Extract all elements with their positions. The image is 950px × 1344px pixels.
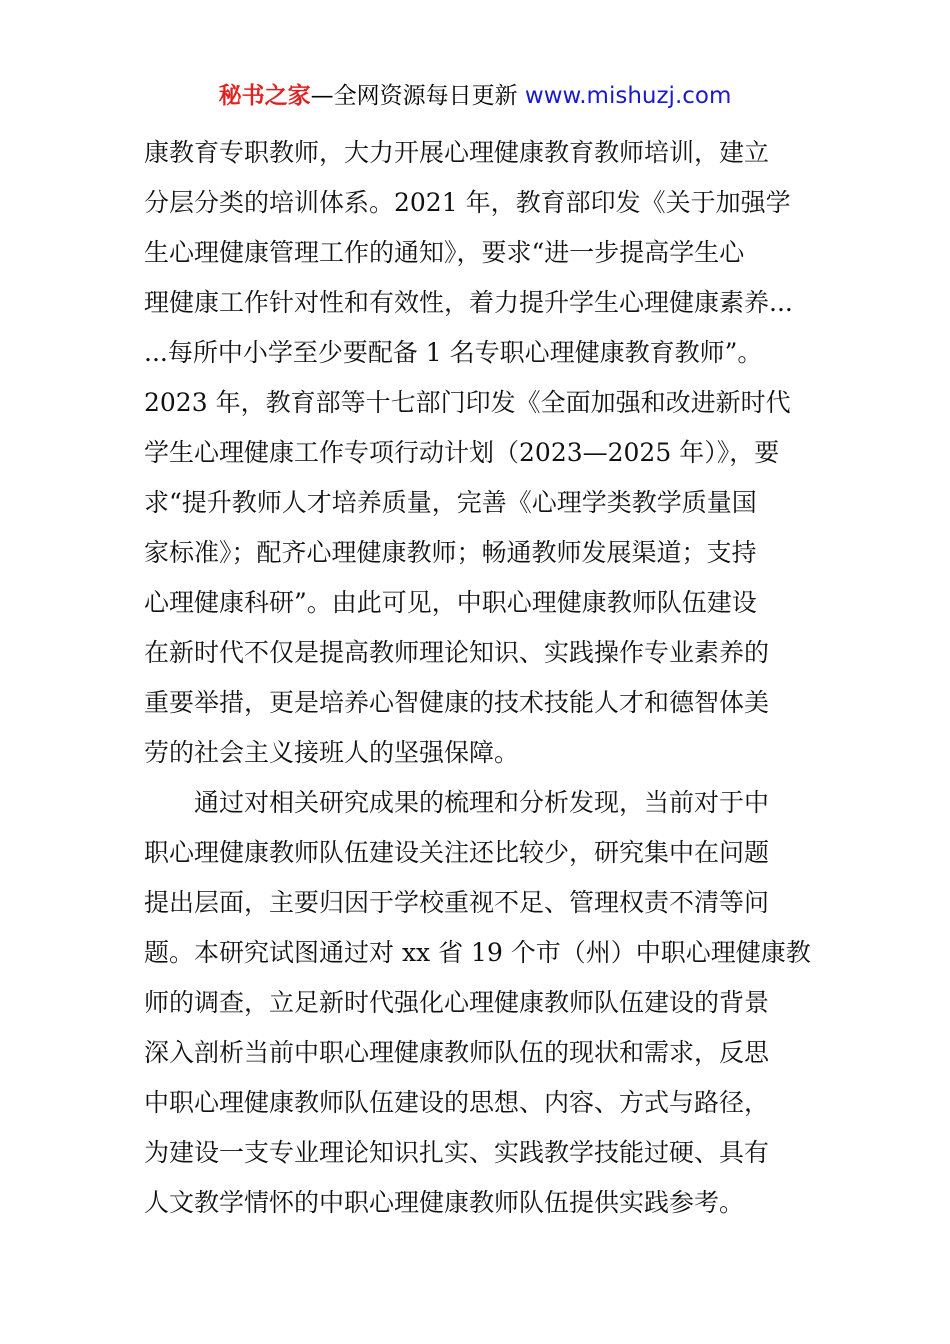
brand-name: 秘书之家 <box>218 83 311 109</box>
text-line: 职心理健康教师队伍建设关注还比较少，研究集中在问题 <box>144 838 770 867</box>
header-tagline: —全网资源每日更新 <box>310 83 518 109</box>
text-line: 人文教学情怀的中职心理健康教师队伍提供实践参考。 <box>144 1188 745 1217</box>
text-line: 在新时代不仅是提高教师理论知识、实践操作专业素养的 <box>144 638 770 667</box>
text-line: 分层分类的培训体系。2021 年，教育部印发《关于加强学 <box>144 188 791 217</box>
text-line: 心理健康科研”。由此可见，中职心理健康教师队伍建设 <box>144 588 757 617</box>
site-url-link[interactable]: www.mishuzj.com <box>524 83 732 109</box>
text-line: 深入剖析当前中职心理健康教师队伍的现状和需求，反思 <box>144 1038 770 1067</box>
body-text <box>144 128 809 1228</box>
text-line: 题。本研究试图通过对 xx 省 19 个市（州）中职心理健康教 <box>144 938 811 967</box>
page-header <box>0 80 950 112</box>
text-line: 劳的社会主义接班人的坚强保障。 <box>144 738 520 767</box>
text-line: 中职心理健康教师队伍建设的思想、内容、方式与路径， <box>144 1088 770 1117</box>
text-line: 理健康工作针对性和有效性，着力提升学生心理健康素养... <box>144 288 793 317</box>
text-line: 提出层面，主要归因于学校重视不足、管理权责不清等问 <box>144 888 770 917</box>
text-line: 求“提升教师人才培养质量，完善《心理学类教学质量国 <box>144 488 757 517</box>
text-line: 家标准》；配齐心理健康教师；畅通教师发展渠道；支持 <box>144 538 757 567</box>
text-line: 康教育专职教师，大力开展心理健康教育教师培训，建立 <box>144 138 770 167</box>
paragraph-first-line: 通过对相关研究成果的梳理和分析发现，当前对于中 <box>194 788 770 817</box>
text-line: 2023 年，教育部等十七部门印发《全面加强和改进新时代 <box>144 388 791 417</box>
text-line: 重要举措，更是培养心智健康的技术技能人才和德智体美 <box>144 688 770 717</box>
text-line: 学生心理健康工作专项行动计划（2023—2025 年）》，要 <box>144 438 780 467</box>
text-line: 为建设一支专业理论知识扎实、实践教学技能过硬、具有 <box>144 1138 770 1167</box>
text-line: 师的调查，立足新时代强化心理健康教师队伍建设的背景 <box>144 988 770 1017</box>
text-line: ...每所中小学至少要配备 1 名专职心理健康教育教师”。 <box>144 338 763 367</box>
text-line: 生心理健康管理工作的通知》，要求“进一步提高学生心 <box>144 238 745 267</box>
